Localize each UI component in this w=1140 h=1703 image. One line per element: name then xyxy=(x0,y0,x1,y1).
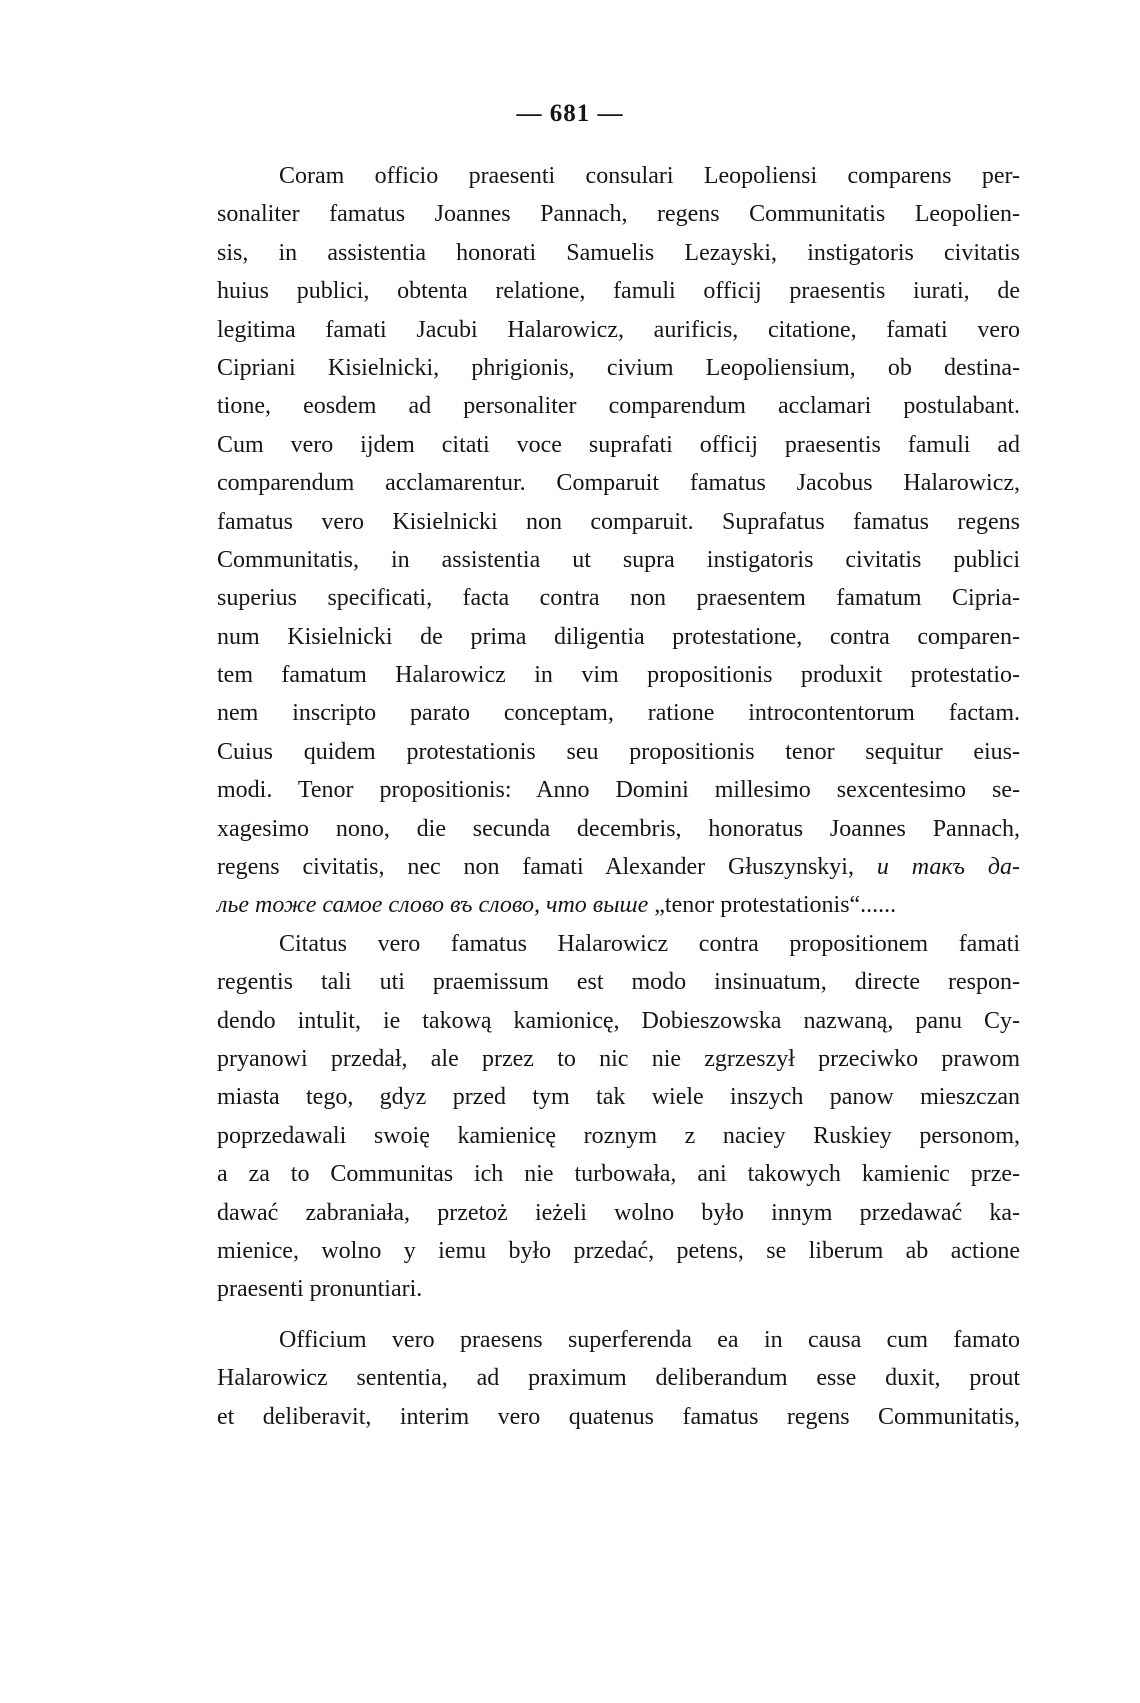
paragraph-gap xyxy=(217,1309,1020,1321)
text-line-mixed xyxy=(217,848,1020,886)
text-line: tem famatum Halarowicz in vim propositionis produxit protestatio- xyxy=(217,662,1020,689)
text-line: superius specificati, facta contra non praesentem famatum Cipria- xyxy=(217,585,1020,612)
text-line: sonaliter famatus Joannes Pannach, regens Communitatis Leopolien- xyxy=(217,201,1020,228)
text-line: Cum vero ijdem citati voce suprafati officij praesentis famuli ad xyxy=(217,431,1020,458)
text-line: Cipriani Kisielnicki, phrigionis, civium Leopoliensium, ob destina- xyxy=(217,354,1020,381)
text-line: nem inscripto parato conceptam, ratione introcontentorum factam. xyxy=(217,700,1020,727)
text-line: Citatus vero famatus Halarowicz contra propositionem famati xyxy=(279,930,1020,957)
text-line: et deliberavit, interim vero quatenus famatus regens Communitatis, xyxy=(217,1403,1020,1430)
text-line: dendo intulit, ie takową kamionicę, Dobieszowska nazwaną, panu Cy- xyxy=(217,1007,1020,1034)
text-line: modi. Tenor propositionis: Anno Domini millesimo sexcentesimo se- xyxy=(217,777,1020,804)
text-line: tione, eosdem ad personaliter comparendum acclamari postulabant. xyxy=(217,393,1020,420)
paragraph-3 xyxy=(217,1321,1020,1436)
cyrillic-note: лье тоже самое слово въ слово, что выше xyxy=(217,892,649,919)
text-line: Coram officio praesenti consulari Leopoliensi comparens per- xyxy=(279,163,1020,189)
text-line: famatus vero Kisielnicki non comparuit. Suprafatus famatus regens xyxy=(217,508,1020,535)
text-line: praesenti pronuntiari. xyxy=(217,1276,423,1303)
text-line: num Kisielnicki de prima diligentia protestatione, contra comparen- xyxy=(217,623,1020,650)
text-segment: „tenor protestationis“...... xyxy=(648,892,897,919)
text-line: mienice, wolno y iemu było przedać, petens, se liberum ab actione xyxy=(217,1237,1020,1264)
text-line: Halarowicz sententia, ad praximum deliberandum esse duxit, prout xyxy=(217,1365,1020,1392)
text-line: regentis tali uti praemissum est modo insinuatum, directe respon- xyxy=(217,969,1020,996)
cyrillic-note: и такъ да- xyxy=(876,854,1020,881)
text-line: legitima famati Jacubi Halarowicz, aurificis, citatione, famati vero xyxy=(217,316,1020,343)
text-line: dawać zabraniała, przetoż ieżeli wolno było innym przedawać ka- xyxy=(217,1199,1020,1226)
text-line: Officium vero praesens superferenda ea in causa cum famato xyxy=(279,1326,1020,1353)
paragraph-2 xyxy=(217,925,1020,1309)
text-line: Communitatis, in assistentia ut supra instigatoris civitatis publici xyxy=(217,546,1020,573)
text-segment: regens civitatis, nec non famati Alexander Głuszynskyi, xyxy=(217,854,877,881)
text-line: huius publici, obtenta relatione, famuli officij praesentis iurati, de xyxy=(217,278,1020,305)
text-line: miasta tego, gdyz przed tym tak wiele inszych panow mieszczan xyxy=(217,1084,1020,1111)
text-line: a za to Communitas ich nie turbowała, ani takowych kamienic prze- xyxy=(217,1161,1020,1188)
text-line-mixed xyxy=(217,886,1020,924)
body-text xyxy=(217,157,1020,1436)
text-line: Cuius quidem protestationis seu propositionis tenor sequitur eius- xyxy=(217,738,1020,765)
text-line: sis, in assistentia honorati Samuelis Lezayski, instigatoris civitatis xyxy=(217,239,1020,266)
page-number: — 681 — xyxy=(516,100,624,127)
text-line: pryanowi przedał, ale przez to nic nie zgrzeszył przeciwko prawom xyxy=(217,1045,1020,1072)
text-line: xagesimo nono, die secunda decembris, honoratus Joannes Pannach, xyxy=(217,815,1020,842)
text-line: poprzedawali swoię kamienicę roznym z naciey Ruskiey personom, xyxy=(217,1122,1020,1149)
paragraph-1 xyxy=(217,157,1020,925)
text-line: comparendum acclamarentur. Comparuit famatus Jacobus Halarowicz, xyxy=(217,470,1020,497)
